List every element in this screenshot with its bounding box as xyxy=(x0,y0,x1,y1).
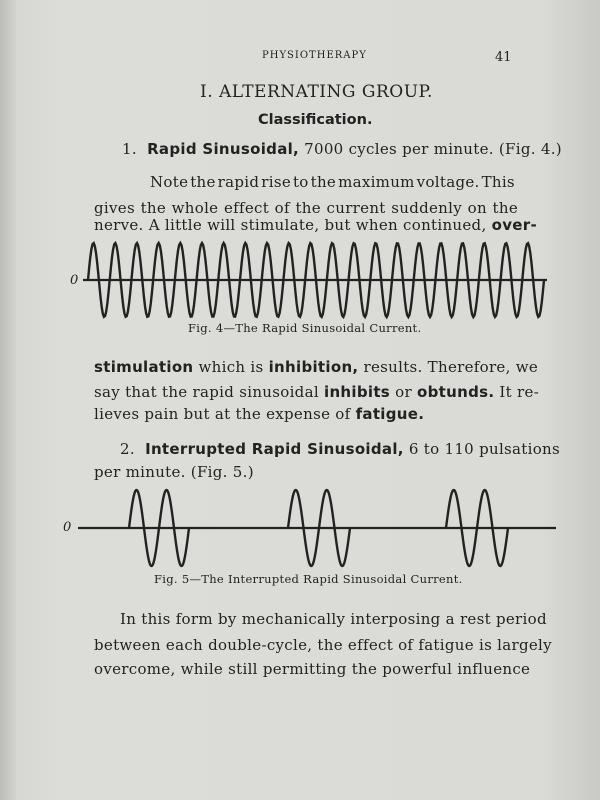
para1-line1-word: rapid xyxy=(217,173,260,191)
subheading: Classification. xyxy=(258,112,373,128)
para2-bold-obtunds: obtunds. xyxy=(417,383,495,401)
para1-line1-word: the xyxy=(190,173,216,191)
item1-rest: 7000 cycles per minute. (Fig. 4.) xyxy=(304,140,562,158)
para1-line3-bold: over- xyxy=(491,216,537,234)
para2-line2 xyxy=(94,383,539,401)
para2-text: which is xyxy=(198,358,264,376)
fig4-caption: Fig. 4—The Rapid Sinusoidal Current. xyxy=(188,321,422,335)
para1-line1-word: rise xyxy=(261,173,292,191)
item2-rest: 6 to 110 pulsations xyxy=(408,440,561,458)
para2-line1 xyxy=(94,358,538,376)
para2-bold-stimulation: stimulation xyxy=(94,358,194,376)
para1-line1-word: voltage. xyxy=(416,173,480,191)
running-head: PHYSIOTHERAPY xyxy=(262,50,367,61)
fig4-waveform xyxy=(70,243,547,317)
item2-term: Interrupted Rapid Sinusoidal, xyxy=(145,440,404,458)
fig5-caption: Fig. 5—The Interrupted Rapid Sinusoidal Current. xyxy=(154,572,463,586)
para1-line2-word: the xyxy=(295,199,321,217)
para1-line1-word: Note xyxy=(150,173,189,191)
item2-line2: per minute. (Fig. 5.) xyxy=(94,463,254,481)
para1-line2-word: on xyxy=(467,199,487,217)
para2-text: It re- xyxy=(499,383,540,401)
para1-line1-word: maximum xyxy=(338,173,415,191)
para1-line2-word: the xyxy=(140,199,167,217)
item1-number: 1. xyxy=(122,140,137,158)
para1-line1-word: the xyxy=(310,173,337,191)
para1-line2-word: whole xyxy=(171,199,219,217)
fig5-zero-label: 0 xyxy=(63,520,72,535)
item2-line1 xyxy=(120,440,560,458)
para3-line3: overcome, while still permitting the powerful influence xyxy=(94,660,531,678)
para1-line2-word: current xyxy=(326,199,386,217)
para2-text: lieves pain but at the expense of xyxy=(94,405,351,423)
fig5-waveform xyxy=(63,490,556,566)
para1-line2-word: effect xyxy=(223,199,270,217)
page-number: 41 xyxy=(495,50,512,65)
para2-text: or xyxy=(395,383,412,401)
para2-bold-inhibition: inhibition, xyxy=(268,358,359,376)
para1-line3-text: nerve. A little will stimulate, but when continued, xyxy=(94,216,487,234)
para1-line2-word: the xyxy=(492,199,518,217)
para1-line2-word: suddenly xyxy=(391,199,463,217)
section-heading: I. ALTERNATING GROUP. xyxy=(200,82,433,102)
para2-line3 xyxy=(94,405,424,423)
para2-bold-inhibits: inhibits xyxy=(324,383,391,401)
para2-text: results. Therefore, we xyxy=(363,358,539,376)
para3-line1: In this form by mechanically interposing a rest period xyxy=(120,610,547,628)
item2-number: 2. xyxy=(120,440,135,458)
para2-text: say that the rapid sinusoidal xyxy=(94,383,319,401)
para3-line2: between each double-cycle, the effect of fatigue is largely xyxy=(94,636,552,654)
para1-line2-word: of xyxy=(274,199,290,217)
fig4-zero-label: 0 xyxy=(70,273,79,288)
para1-line2-word: gives xyxy=(94,199,135,217)
para1-line1-word: This xyxy=(481,173,515,191)
para2-bold-fatigue: fatigue. xyxy=(355,405,425,423)
para1-line1-word: to xyxy=(292,173,309,191)
item1-term: Rapid Sinusoidal, xyxy=(147,140,300,158)
